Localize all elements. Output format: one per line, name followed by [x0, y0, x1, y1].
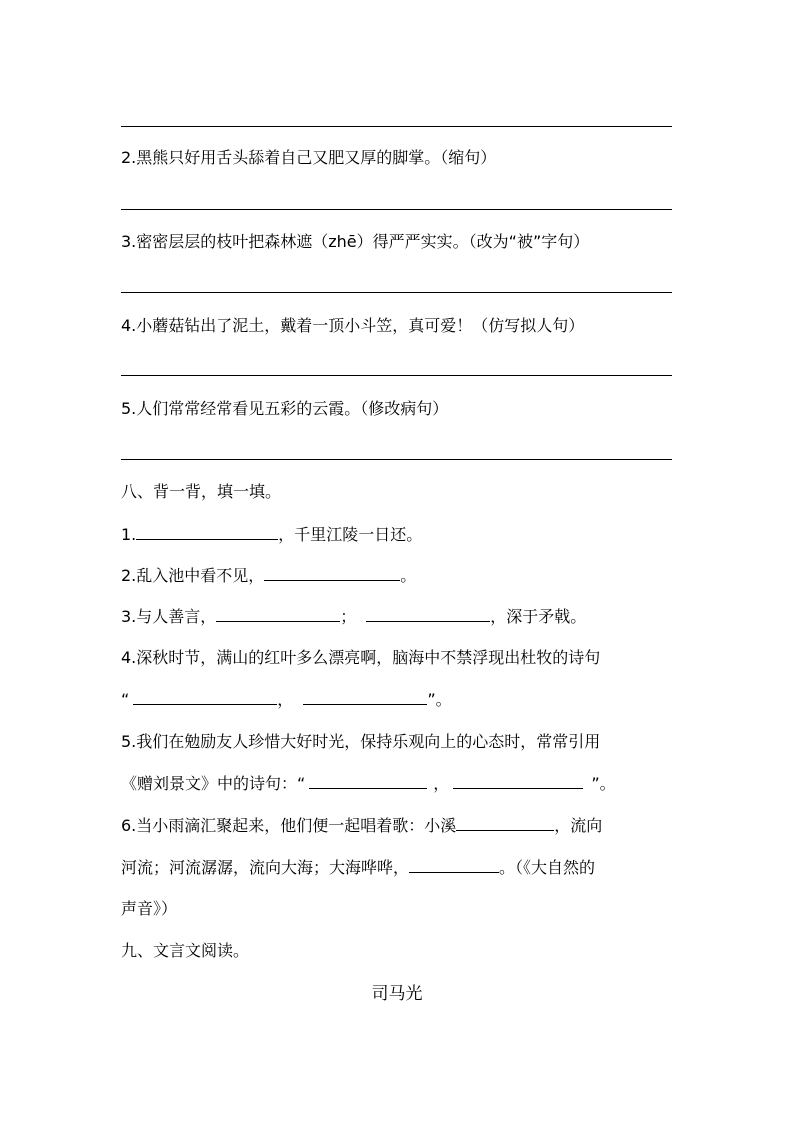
answer-line-5 [121, 459, 672, 460]
fill-item-3 [121, 605, 586, 628]
fill-6-source: 。（《大自然的 [499, 858, 596, 877]
fill-3-separator: ； [340, 607, 357, 626]
answer-line-3 [121, 292, 672, 293]
fill-2-prefix: 2.乱入池中看不见， [121, 566, 265, 585]
fill-item-6-line-1 [121, 814, 602, 837]
fill-6-middle: 河流；河流潺潺，流向大海；大海哗哗， [121, 858, 410, 877]
fill-1-suffix: ，千里江陵一日还。 [278, 525, 423, 544]
fill-4-blank-a[interactable] [133, 688, 277, 705]
fill-3-blank-b[interactable] [366, 605, 490, 622]
answer-line-2 [121, 209, 672, 210]
fill-3-prefix: 3.与人善言， [121, 607, 217, 626]
fill-item-5-line-1: 5.我们在勉励友人珍惜大好时光，保持乐观向上的心态时，常常引用 [121, 732, 601, 751]
story-title: 司马光 [371, 984, 423, 1004]
fill-6-blank-b[interactable] [409, 856, 499, 873]
answer-line-4 [121, 375, 672, 376]
fill-3-suffix: ，深于矛戟。 [490, 607, 587, 626]
fill-2-blank[interactable] [264, 564, 400, 581]
fill-item-4-line-2 [121, 688, 452, 711]
fill-4-separator: ， [277, 690, 294, 709]
fill-6-prefix: 6.当小雨滴汇聚起来，他们便一起唱着歌：小溪 [121, 816, 457, 835]
fill-6-continuation: ，流向 [554, 816, 603, 835]
fill-3-blank-a[interactable] [216, 605, 340, 622]
fill-5-blank-b[interactable] [453, 772, 583, 789]
fill-5-separator: ， [433, 774, 450, 793]
section-8-heading: 八、背一背，填一填。 [121, 482, 282, 501]
question-3: 3.密密层层的枝叶把森林遮（zhē）得严严实实。（改为“被”字句） [121, 232, 590, 251]
fill-item-6-line-2 [121, 856, 595, 879]
question-4: 4.小蘑菇钻出了泥土，戴着一顶小斗笠，真可爱！（仿写拟人句） [121, 316, 585, 335]
fill-1-blank[interactable] [136, 523, 278, 540]
fill-item-1 [121, 523, 422, 546]
fill-item-4-line-1: 4.深秋时节，满山的红叶多么漂亮啊，脑海中不禁浮现出杜牧的诗句 [121, 648, 601, 667]
fill-5-prefix: 《赠刘景文》中的诗句：“ [121, 774, 306, 793]
fill-4-blank-b[interactable] [303, 688, 427, 705]
fill-item-2 [121, 564, 416, 587]
fill-item-5-line-2 [121, 772, 616, 795]
fill-4-close-quote: ”。 [427, 690, 452, 709]
section-9-heading: 九、文言文阅读。 [121, 941, 250, 960]
fill-1-prefix: 1. [121, 525, 137, 544]
fill-item-6-line-3: 声音》） [121, 899, 178, 918]
fill-2-suffix: 。 [400, 566, 417, 585]
answer-line-1 [121, 126, 672, 127]
question-5: 5.人们常常经常看见五彩的云霞。（修改病句） [121, 399, 449, 418]
fill-5-blank-a[interactable] [309, 772, 427, 789]
fill-4-open-quote: “ [121, 690, 130, 709]
fill-6-blank-a[interactable] [456, 814, 554, 831]
question-2: 2.黑熊只好用舌头舔着自己又肥又厚的脚掌。（缩句） [121, 148, 497, 167]
fill-5-close-quote: ”。 [591, 774, 616, 793]
